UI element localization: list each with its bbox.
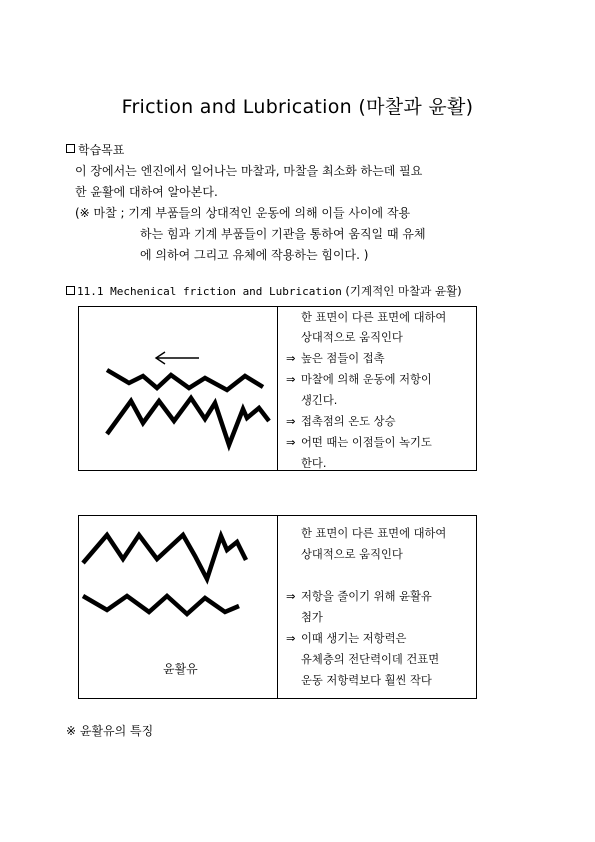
objective-line-4: 하는 힘과 기계 부품들이 기관을 통하여 움직일 때 유체	[140, 227, 426, 241]
left-arrow-icon	[156, 352, 199, 364]
bullet-arrow: ⇒	[286, 436, 296, 449]
friction-surfaces-illustration	[79, 307, 277, 470]
lower-surface-line	[107, 398, 269, 445]
box1-line-8: 한다.	[301, 457, 327, 470]
box1-line-6: 접촉점의 온도 상승	[301, 415, 396, 428]
section-heading	[66, 283, 462, 299]
bullet-arrow: ⇒	[286, 415, 296, 428]
box-divider	[277, 307, 278, 470]
box1-line-2: 상대적으로 움직인다	[301, 331, 403, 344]
box2-line-4: 저항을 줄이기 위해 윤활유	[301, 590, 432, 603]
objective-line-3: (※ 마찰 ; 기계 부품들의 상대적인 운동에 의해 이들 사이에 작용	[75, 206, 411, 220]
box2-line-1: 한 표면이 다른 표면에 대하여	[301, 527, 447, 540]
upper-surface-line	[107, 370, 263, 390]
bullet-arrow: ⇒	[286, 590, 296, 603]
lubrication-diagram-box	[78, 515, 477, 699]
lower-surface-line	[83, 596, 239, 614]
box2-line-5: 첨가	[301, 611, 323, 624]
bullet-arrow: ⇒	[286, 373, 296, 386]
checkbox-square-icon	[66, 286, 75, 295]
box1-line-4: 마찰에 의해 운동에 저항이	[301, 373, 432, 386]
box1-line-7: 어떤 때는 이점들이 녹기도	[301, 436, 432, 449]
objective-line-1: 이 장에서는 엔진에서 일어나는 마찰과, 마찰을 최소화 하는데 필요	[75, 164, 423, 178]
box1-line-5: 생긴다.	[301, 394, 338, 407]
objectives-heading-label: 학습목표	[78, 143, 125, 157]
objectives-heading	[66, 141, 124, 158]
box2-line-8: 운동 저항력보다 훨씬 작다	[301, 674, 432, 687]
objective-line-2: 한 윤활에 대하여 알아본다.	[75, 185, 218, 199]
bullet-arrow: ⇒	[286, 632, 296, 645]
lubricant-caption: 윤활유	[163, 662, 198, 676]
lubricant-features-note: ※ 윤활유의 특징	[66, 724, 154, 738]
section-heading-en: 11.1 Mechenical friction and Lubrication	[77, 285, 342, 298]
box1-line-3: 높은 점들이 접촉	[301, 352, 385, 365]
bullet-arrow: ⇒	[286, 352, 296, 365]
section-heading-ko: (기계적인 마찰과 윤활)	[345, 284, 462, 298]
friction-diagram-box	[78, 306, 477, 471]
upper-surface-line	[83, 535, 246, 579]
box1-line-1: 한 표면이 다른 표면에 대하여	[301, 311, 447, 324]
box2-line-7: 유체층의 전단력이데 건표면	[301, 653, 440, 666]
box-divider	[277, 516, 278, 698]
page-title: Friction and Lubrication (마찰과 윤활)	[121, 96, 474, 118]
objective-line-5: 에 의하여 그리고 유체에 작용하는 힘이다. )	[140, 248, 369, 262]
checkbox-square-icon	[66, 144, 75, 153]
box2-line-6: 이때 생기는 저항력은	[301, 632, 407, 645]
box2-line-2: 상대적으로 움직인다	[301, 548, 403, 561]
